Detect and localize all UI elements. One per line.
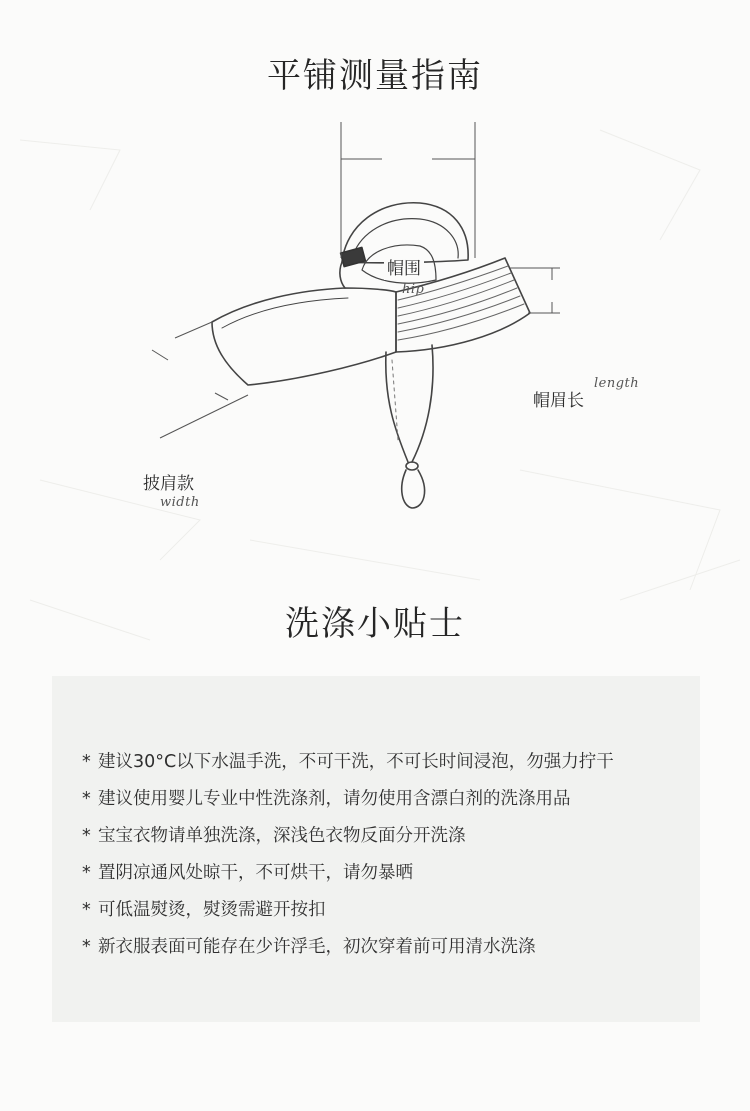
tip-text: 建议30°C以下水温手洗，不可干洗，不可长时间浸泡，勿强力拧干 [98, 752, 614, 772]
tip-text: 建议使用婴儿专业中性洗涤剂，请勿使用含漂白剂的洗涤用品 [98, 789, 571, 809]
chin-strap [386, 345, 433, 462]
bullet-star: * [82, 789, 91, 809]
strap-loop [402, 470, 425, 508]
washing-tips-title: 洗涤小贴士 [285, 604, 465, 644]
bullet-star: * [82, 937, 91, 957]
circumference-label: 帽围 [384, 258, 424, 280]
list-item [82, 818, 614, 855]
brim-length-label-en: length [594, 376, 640, 391]
bullet-star: * [82, 863, 91, 883]
bullet-star: * [82, 752, 91, 772]
cape-width-label: 披肩款 [140, 473, 197, 495]
cape-inner-edge [222, 298, 348, 328]
measure-guide-title: 平铺测量指南 [267, 56, 483, 96]
crown-inner-seam [352, 219, 458, 258]
tip-text: 新衣服表面可能存在少许浮毛，初次穿着前可用清水洗涤 [98, 937, 536, 957]
hat-illustration [0, 110, 750, 530]
washing-tips-list [82, 744, 614, 966]
list-item [82, 744, 614, 781]
brim-length-label: 帽眉长 [530, 390, 587, 412]
list-item [82, 929, 614, 966]
tip-text: 可低温熨烫，熨烫需避开按扣 [98, 900, 326, 920]
strap-toggle [406, 462, 418, 470]
cape-dim-line-top [152, 350, 168, 360]
tip-text: 宝宝衣物请单独洗涤，深浅色衣物反面分开洗涤 [98, 826, 466, 846]
hat-measurement-diagram [0, 110, 750, 530]
cape-width-label-en: width [160, 495, 200, 510]
tip-text: 置阴凉通风处晾干，不可烘干，请勿暴晒 [98, 863, 413, 883]
list-item [82, 855, 614, 892]
bullet-star: * [82, 900, 91, 920]
bullet-star: * [82, 826, 91, 846]
cape-dim-line-bottom [215, 393, 228, 400]
list-item [82, 781, 614, 818]
washing-tips-panel [52, 676, 700, 1022]
circumference-label-en: hip [402, 282, 425, 297]
list-item [82, 892, 614, 929]
cape-top-line [175, 322, 212, 338]
cape-bottom-line [160, 395, 248, 438]
